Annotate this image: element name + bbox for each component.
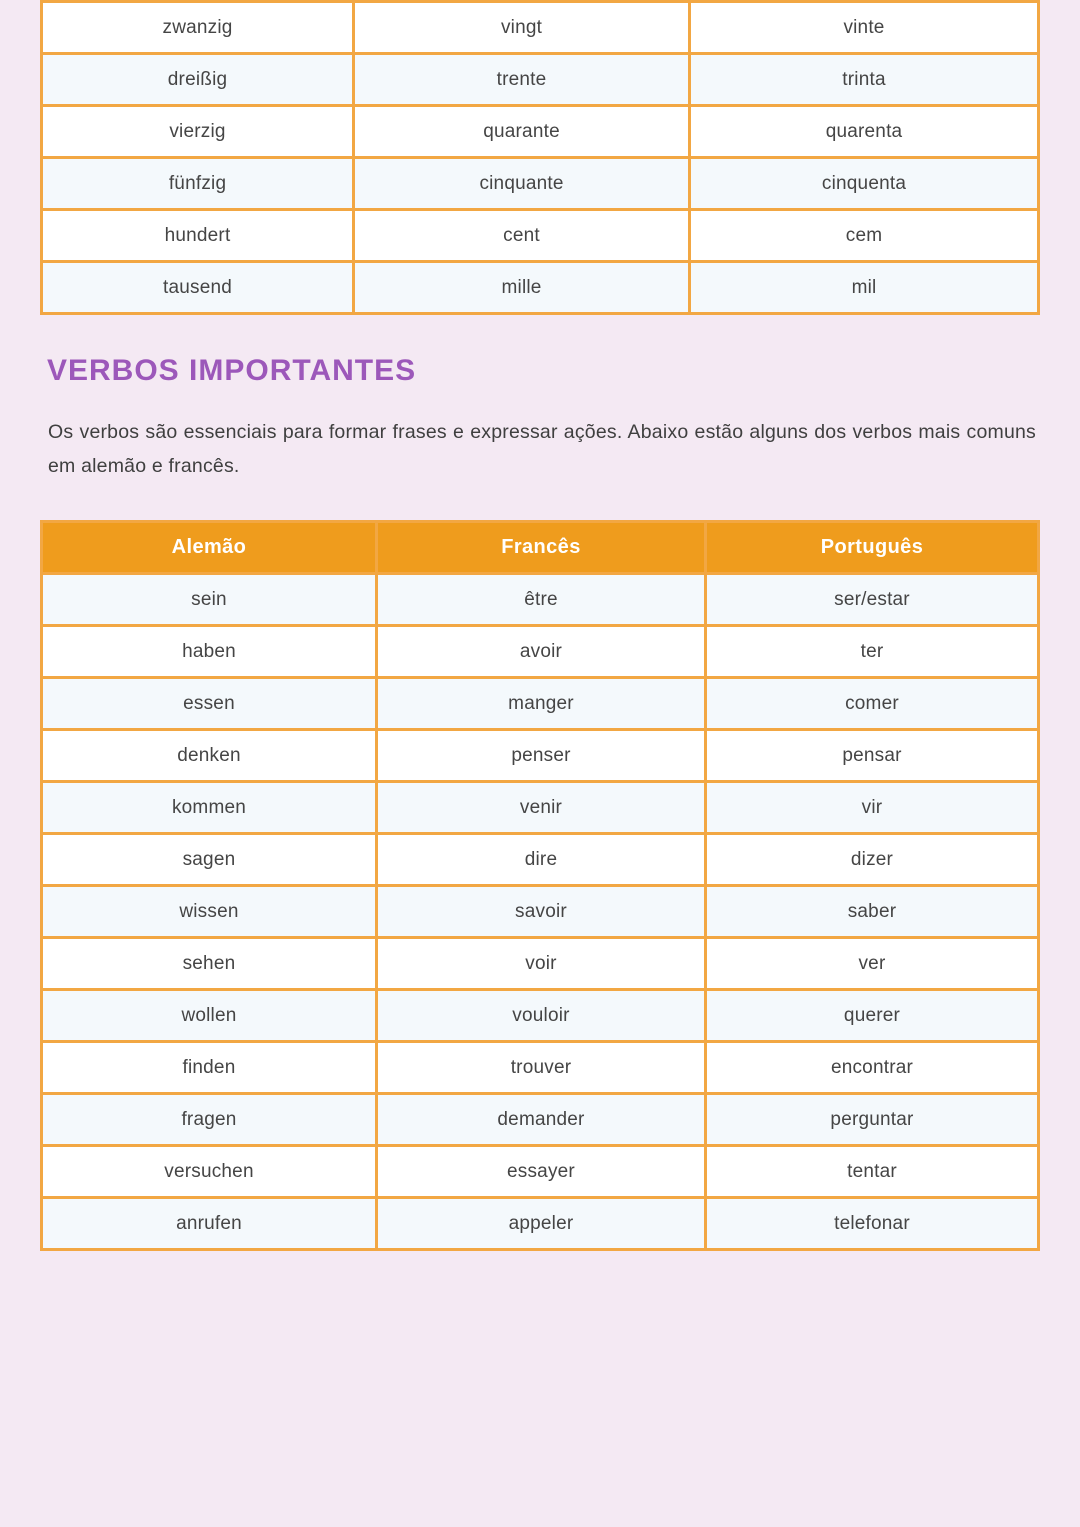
cell-portuguese: cinquenta [690, 158, 1039, 210]
cell-portuguese: perguntar [705, 1094, 1038, 1146]
cell-german: versuchen [42, 1146, 377, 1198]
table-row [42, 158, 1039, 210]
cell-german: sein [42, 574, 377, 626]
table-row [42, 210, 1039, 262]
table-row [42, 886, 1039, 938]
table-row [42, 938, 1039, 990]
cell-german: zwanzig [42, 2, 354, 54]
cell-portuguese: pensar [705, 730, 1038, 782]
cell-portuguese: ser/estar [705, 574, 1038, 626]
table-row [42, 1042, 1039, 1094]
cell-french: trente [354, 54, 690, 106]
cell-german: dreißig [42, 54, 354, 106]
cell-french: manger [376, 678, 705, 730]
cell-german: sagen [42, 834, 377, 886]
cell-french: venir [376, 782, 705, 834]
cell-german: finden [42, 1042, 377, 1094]
cell-portuguese: dizer [705, 834, 1038, 886]
cell-french: demander [376, 1094, 705, 1146]
cell-portuguese: vir [705, 782, 1038, 834]
cell-french: savoir [376, 886, 705, 938]
cell-french: penser [376, 730, 705, 782]
cell-portuguese: tentar [705, 1146, 1038, 1198]
cell-french: cinquante [354, 158, 690, 210]
table-row [42, 834, 1039, 886]
verbs-table [40, 520, 1040, 1251]
cell-french: essayer [376, 1146, 705, 1198]
table-row [42, 1198, 1039, 1250]
table-row [42, 990, 1039, 1042]
cell-french: appeler [376, 1198, 705, 1250]
cell-french: dire [376, 834, 705, 886]
cell-french: avoir [376, 626, 705, 678]
cell-portuguese: mil [690, 262, 1039, 314]
cell-german: haben [42, 626, 377, 678]
cell-portuguese: telefonar [705, 1198, 1038, 1250]
table-row [42, 730, 1039, 782]
cell-portuguese: ter [705, 626, 1038, 678]
cell-portuguese: ver [705, 938, 1038, 990]
cell-french: vingt [354, 2, 690, 54]
cell-portuguese: quarenta [690, 106, 1039, 158]
cell-german: sehen [42, 938, 377, 990]
cell-french: voir [376, 938, 705, 990]
cell-portuguese: trinta [690, 54, 1039, 106]
cell-german: fünfzig [42, 158, 354, 210]
cell-portuguese: vinte [690, 2, 1039, 54]
header-french: Francês [376, 522, 705, 574]
cell-german: anrufen [42, 1198, 377, 1250]
cell-german: kommen [42, 782, 377, 834]
numbers-table [40, 0, 1040, 315]
table-row [42, 106, 1039, 158]
section-intro-paragraph: Os verbos são essenciais para formar frases e expressar ações. Abaixo estão alguns dos verbos mais comuns em alemão e francês. [48, 421, 1036, 477]
section-title: VERBOS IMPORTANTES [47, 354, 417, 387]
table-row [42, 678, 1039, 730]
cell-german: tausend [42, 262, 354, 314]
cell-german: denken [42, 730, 377, 782]
cell-german: essen [42, 678, 377, 730]
table-header-row [42, 522, 1039, 574]
cell-portuguese: comer [705, 678, 1038, 730]
table-row [42, 574, 1039, 626]
cell-french: mille [354, 262, 690, 314]
header-portuguese: Português [705, 522, 1038, 574]
table-row [42, 1146, 1039, 1198]
cell-german: vierzig [42, 106, 354, 158]
table-row [42, 782, 1039, 834]
cell-french: être [376, 574, 705, 626]
cell-french: cent [354, 210, 690, 262]
cell-french: quarante [354, 106, 690, 158]
cell-portuguese: encontrar [705, 1042, 1038, 1094]
cell-german: fragen [42, 1094, 377, 1146]
cell-german: wollen [42, 990, 377, 1042]
table-row [42, 1094, 1039, 1146]
cell-portuguese: cem [690, 210, 1039, 262]
header-german: Alemão [42, 522, 377, 574]
table-row [42, 54, 1039, 106]
table-row [42, 262, 1039, 314]
table-row [42, 626, 1039, 678]
cell-german: hundert [42, 210, 354, 262]
cell-french: vouloir [376, 990, 705, 1042]
table-row [42, 2, 1039, 54]
cell-portuguese: saber [705, 886, 1038, 938]
cell-portuguese: querer [705, 990, 1038, 1042]
cell-french: trouver [376, 1042, 705, 1094]
cell-german: wissen [42, 886, 377, 938]
